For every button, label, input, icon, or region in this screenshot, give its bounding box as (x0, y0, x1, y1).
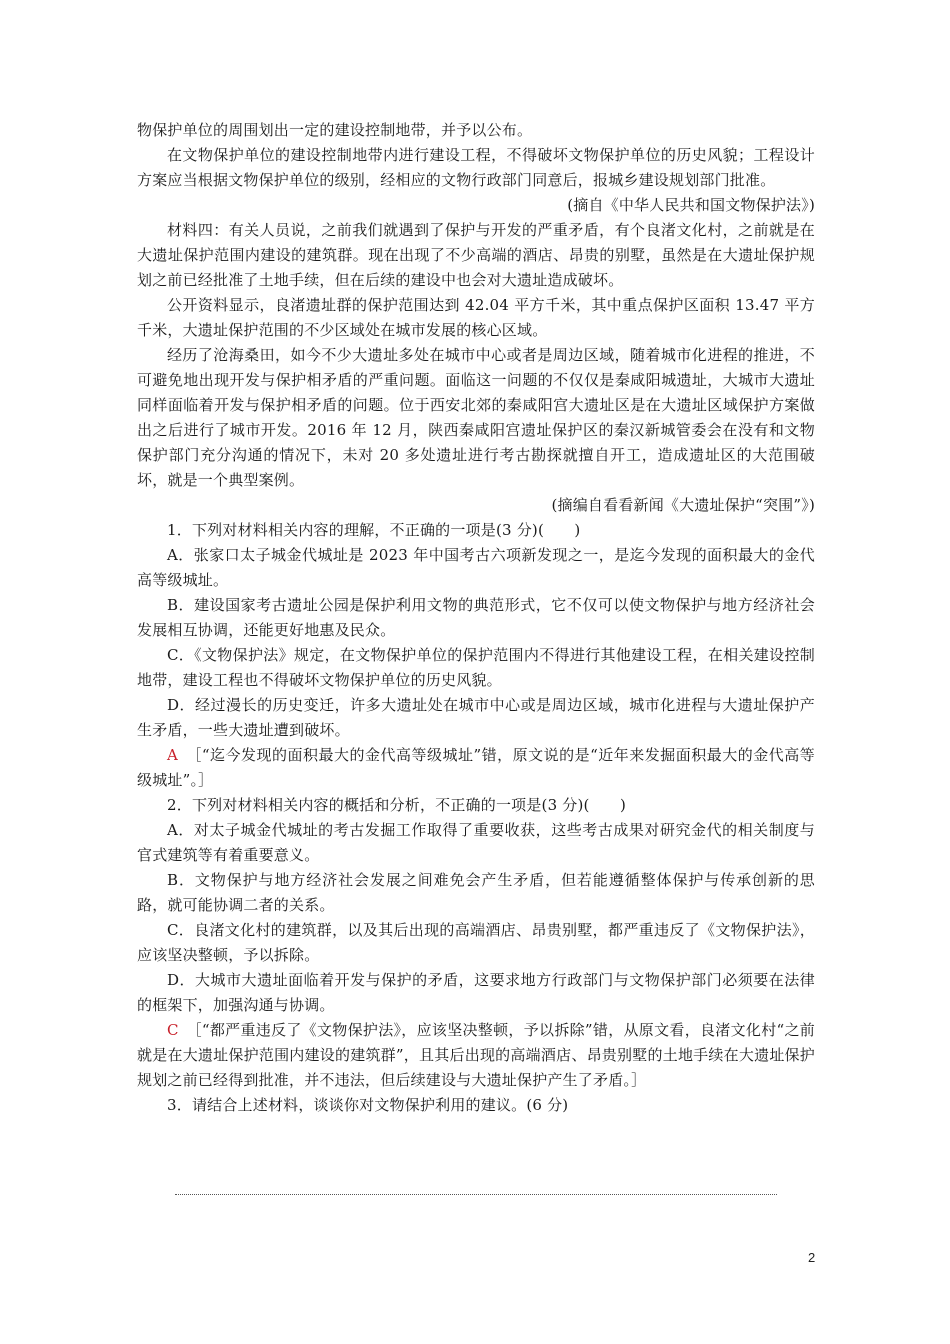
material-four-case-paragraph: 经历了沧海桑田，如今不少大遗址多处在城市中心或者是周边区域，随着城市化进程的推进，不可避免地出现开发与保护相矛盾的严重问题。面临这一问题的不仅仅是秦咸阳城遗址，大城市大遗址同样面临着开发与保护相矛盾的问题。位于西安北郊的秦咸阳宫大遗址区是在大遗址区域保护方案做出之后进行了城市开发。2016 年 12 月，陕西秦咸阳宫遗址保护区的秦汉新城管委会在没有和文物保护部门充分沟通的情况下，未对 20 多处遗址进行考古勘探就擅自开工，造成遗址区的大范围破坏，就是一个典型案例。 (137, 346, 815, 489)
question-2-option-b: B．文物保护与地方经济社会发展之间难免会产生矛盾，但若能遵循整体保护与传承创新的思路，就可能协调二者的关系。 (137, 871, 815, 914)
question-1-answer-letter: A (167, 746, 179, 764)
question-2-answer-explanation (137, 1018, 815, 1093)
answer-line-divider (175, 1194, 777, 1195)
question-1-option-c: C．《文物保护法》规定，在文物保护单位的保护范围内不得进行其他建设工程，在相关建设控制地带，建设工程也不得破坏文物保护单位的历史风貌。 (137, 646, 815, 689)
question-2-option-c: C．良渚文化村的建筑群，以及其后出现的高端酒店、昂贵别墅，都严重违反了《文物保护法》，应该坚决整顿，予以拆除。 (137, 921, 815, 964)
question-1-option-a: A．张家口太子城金代城址是 2023 年中国考古六项新发现之一，是迄今发现的面积最大的金代高等级城址。 (137, 546, 815, 589)
question-1-stem: 1．下列对材料相关内容的理解，不正确的一项是(3 分)( ) (167, 521, 581, 539)
question-1-answer-explanation (137, 743, 815, 793)
question-1-option-d: D．经过漫长的历史变迁，许多大遗址处在城市中心或是周边区域，城市化进程与大遗址保护产生矛盾，一些大遗址遭到破坏。 (137, 696, 815, 739)
question-2-explanation-text: ［“都严重违反了《文物保护法》，应该坚决整顿，予以拆除”错，从原文看，良渚文化村“之前就是在大遗址保护范围内建设的建筑群”，且其后出现的高端酒店、昂贵别墅的土地手续在大遗址保护规划之前已经得到批准，并不违法，但后续建设与大遗址保护产生了矛盾。］ (137, 1021, 815, 1089)
law-text-continuation: 物保护单位的周围划出一定的建设控制地带，并予以公布。 (137, 121, 533, 139)
question-2-answer-letter: C (167, 1021, 179, 1039)
question-1-explanation-text: ［“迄今发现的面积最大的金代高等级城址”错，原文说的是“近年来发掘面积最大的金代高等级城址”。］ (137, 746, 815, 789)
question-2-option-d: D．大城市大遗址面临着开发与保护的矛盾，这要求地方行政部门与文物保护部门必须要在法律的框架下，加强沟通与协调。 (137, 971, 815, 1014)
question-2-option-a: A．对太子城金代城址的考古发掘工作取得了重要收获，这些考古成果对研究金代的相关制度与官式建筑等有着重要意义。 (137, 821, 815, 864)
material-four-data-paragraph: 公开资料显示，良渚遗址群的保护范围达到 42.04 平方千米，其中重点保护区面积 13.47 平方千米，大遗址保护范围的不少区域处在城市发展的核心区域。 (137, 296, 815, 339)
source-citation-news: (摘编自看看新闻《大遗址保护“突围”》) (551, 496, 815, 514)
source-citation-law: (摘自《中华人民共和国文物保护法》) (567, 196, 815, 214)
question-1-option-b: B．建设国家考古遗址公园是保护利用文物的典范形式，它不仅可以使文物保护与地方经济社会发展相互协调，还能更好地惠及民众。 (137, 596, 815, 639)
law-text-paragraph: 在文物保护单位的建设控制地带内进行建设工程，不得破坏文物保护单位的历史风貌；工程设计方案应当根据文物保护单位的级别，经相应的文物行政部门同意后，报城乡建设规划部门批准。 (137, 146, 815, 189)
question-2-stem: 2．下列对材料相关内容的概括和分析，不正确的一项是(3 分)( ) (167, 796, 627, 814)
document-body (137, 118, 815, 1118)
question-3-stem: 3．请结合上述材料，谈谈你对文物保护利用的建议。(6 分) (167, 1096, 569, 1114)
material-four-paragraph: 材料四：有关人员说，之前我们就遇到了保护与开发的严重矛盾，有个良渚文化村，之前就是在大遗址保护范围内建设的建筑群。现在出现了不少高端的酒店、昂贵的别墅，虽然是在大遗址保护规划之前已经批准了土地手续，但在后续的建设中也会对大遗址造成破坏。 (137, 221, 815, 289)
page-number: 2 (808, 1250, 816, 1265)
